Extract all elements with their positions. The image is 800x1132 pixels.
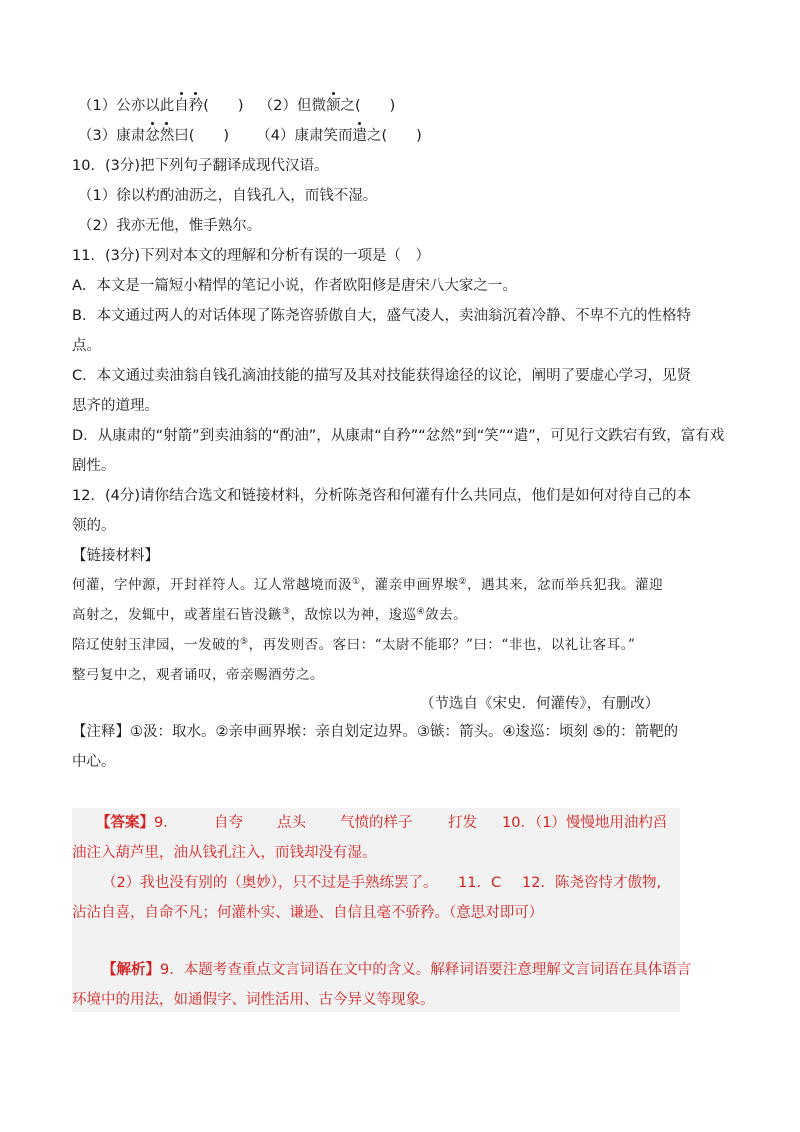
analysis-label: 【解析】 xyxy=(102,962,160,978)
answer-word-2: 点头 xyxy=(277,815,306,831)
q9-item1-number: （1） xyxy=(78,98,117,114)
q9-item3-dotted-char: 忿 xyxy=(145,128,160,144)
material-text: ，敌惊以为神，逡巡 xyxy=(290,607,417,623)
answer-label: 【答案】 xyxy=(96,815,154,831)
material-text: ，遇其来，忿而举兵犯我。灌迎 xyxy=(467,577,664,593)
answer-word-3: 气愤的样子 xyxy=(340,815,413,831)
q11-option-d: D．从康肃的“射箭”到卖油翁的“酌油”，从康肃“自矜”“忿然”到“笑”“遣”，可见行文跌宕有致，富有戏 xyxy=(72,428,725,444)
answer-q9-number: 9． xyxy=(154,815,178,831)
q9-item1-dotted-char: 自 xyxy=(174,98,189,114)
q11-option-b: B．本文通过两人的对话体现了陈尧咨骄傲自大，盛气凌人，卖油翁沉着冷静、不卑不亢的性格特 xyxy=(72,308,691,324)
q9-item2-dotted-char: 颔 xyxy=(326,98,341,114)
q9-item4-text: 康肃笑而 xyxy=(294,128,353,144)
material-text: ，灌亲申画界堠 xyxy=(360,577,459,593)
q11-option-c-cont: 思齐的道理。 xyxy=(72,398,159,414)
q9-item1-dotted-char: 矜 xyxy=(188,98,204,114)
q11-option-a: A．本文是一篇短小精悍的笔记小说，作者欧阳修是唐宋八大家之一。 xyxy=(72,278,517,294)
q9-item3-text: 康肃 xyxy=(116,128,146,144)
material-line-3 xyxy=(72,635,635,655)
answer-q11: 11．C xyxy=(458,875,502,891)
q11-option-d-cont: 剧性。 xyxy=(72,458,116,474)
material-line-2 xyxy=(72,605,467,625)
analysis-line-2: 环境中的用法，如通假字、词性活用、古今异义等现象。 xyxy=(72,992,435,1008)
answer-line-2: 油注入葫芦里，油从钱孔注入，而钱却没有湿。 xyxy=(72,845,377,861)
q9-row2 xyxy=(78,126,422,146)
q11-stem: 11．(3分)下列对本文的理解和分析有误的一项是（ ） xyxy=(72,248,430,264)
answer-line-1 xyxy=(96,813,178,833)
answer-line-4: 沾沾自喜，自命不凡；何灌朴实、谦逊、自信且毫不骄矜。（意思对即可） xyxy=(72,905,544,921)
material-text: 陪辽使射玉津园，一发破的 xyxy=(72,637,240,653)
material-text: ，再发则否。客曰：“太尉不能耶？”曰：“非也，以礼让客耳。” xyxy=(248,637,636,653)
answer-q12: 12．陈尧咨恃才傲物, xyxy=(522,875,662,891)
footnote-marker: ⑤ xyxy=(240,637,249,647)
q9-item3-blank: ( ) xyxy=(188,128,230,144)
q11-option-b-cont: 点。 xyxy=(72,338,101,354)
q9-item4-blank: ( ) xyxy=(381,128,422,144)
answer-q10: 10．（1）慢慢地用油杓舀 xyxy=(502,815,668,831)
q12-stem: 12．(4分)请你结合选文和链接材料，分析陈尧咨和何灌有什么共同点，他们是如何对待自己的本 xyxy=(72,488,691,504)
q9-item1-blank: ( ) xyxy=(203,98,244,114)
footnote-marker: ③ xyxy=(282,607,291,617)
q11-option-c: C．本文通过卖油翁自钱孔滴油技能的描写及其对技能获得途径的议论，阐明了要虚心学习，见贤 xyxy=(72,368,692,384)
material-source: （节选自《宋史．何灌传》，有删改） xyxy=(420,696,660,712)
material-line-1 xyxy=(72,575,663,595)
answer-word-4: 打发 xyxy=(448,815,477,831)
q9-item3-dotted-char: 然 xyxy=(159,128,175,144)
q9-item4-dotted-char: 遣 xyxy=(352,128,368,144)
q12-stem-cont: 领的。 xyxy=(72,518,116,534)
q10-sentence-1: （1）徐以杓酌油沥之，自钱孔入，而钱不湿。 xyxy=(78,188,378,204)
q9-item2-text-end: 之 xyxy=(340,98,356,114)
material-text: 高射之，发辄中，或著崖石皆没鏃 xyxy=(72,607,282,623)
material-text: 何灌，字仲源，开封祥符人。辽人常越境而汲 xyxy=(72,577,352,593)
q9-item4-text-end: 之 xyxy=(367,128,382,144)
answer-line-3: （2）我也没有别的（奥妙），只不过是手熟练罢了。 xyxy=(102,875,438,891)
analysis-text: 9．本题考查重点文言词语在文中的含义。解释词语要注意理解文言词语在具体语言 xyxy=(160,962,692,978)
q9-item2-text: 但微 xyxy=(297,98,327,114)
material-text: 敛去。 xyxy=(425,607,468,623)
q10-stem: 10．(3分)把下列句子翻译成现代汉语。 xyxy=(72,158,329,174)
footnote-marker: ① xyxy=(352,577,361,587)
q9-item3-text-end: 曰 xyxy=(174,128,189,144)
analysis-line-1 xyxy=(102,960,691,980)
q9-item1-text: 公亦以此 xyxy=(116,98,175,114)
q10-sentence-2: （2）我亦无他，惟手熟尔。 xyxy=(78,218,262,234)
q9-row1 xyxy=(78,96,395,116)
material-line-4: 整弓复中之，观者诵叹，帝亲赐酒劳之。 xyxy=(72,667,324,683)
material-title: 【链接材料】 xyxy=(72,548,159,564)
q9-item2-blank: ( ) xyxy=(355,98,396,114)
footnote-marker: ② xyxy=(458,577,468,587)
q9-item3-number: （3） xyxy=(78,128,117,144)
material-notes: 【注释】①汲：取水。②亲申画界堠：亲自划定边界。③镞：箭头。④逡巡：顷刻 ⑤的：箭靶的 xyxy=(72,724,679,740)
answer-word-1: 自夸 xyxy=(214,815,243,831)
q9-item4-number: （4） xyxy=(256,128,295,144)
material-notes-cont: 中心。 xyxy=(72,754,116,770)
footnote-marker: ④ xyxy=(416,607,426,617)
q9-item2-number: （2） xyxy=(258,98,298,114)
